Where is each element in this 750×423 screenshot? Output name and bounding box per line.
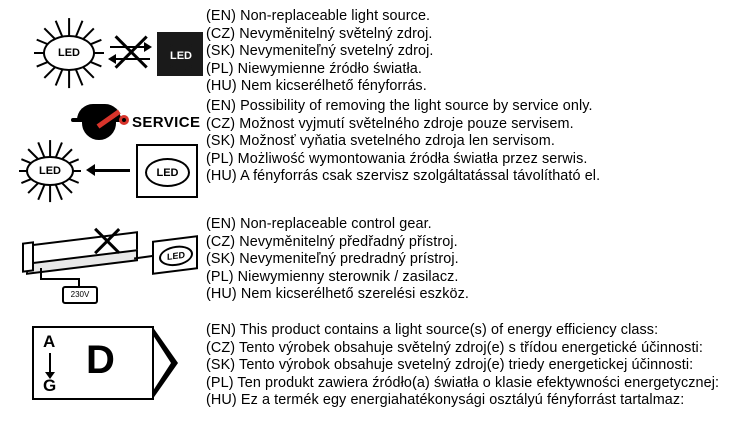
led-label-left: LED [43, 35, 95, 71]
text-block-energy-class [202, 322, 750, 410]
text-line-hu: (HU) Ez a termék egy energiahatékonysági osztályú fényforrást tartalmaz: [206, 392, 685, 409]
led-label-right: LED [159, 244, 193, 268]
efficiency-class-letter: D [86, 338, 115, 382]
text-line-pl: (PL) Niewymienne źródło światła. [206, 60, 422, 77]
text-line-cz: (CZ) Nevyměnitelný předřadný přístroj. [206, 233, 458, 250]
section-energy-efficiency-class [14, 322, 750, 418]
text-line-sk: (SK) Možnosť vyňatia svetelného zdroja len servisom. [206, 133, 555, 150]
text-line-en: (EN) Non-replaceable control gear. [206, 216, 432, 232]
scale-top-label: A [43, 332, 56, 351]
text-line-hu: (HU) A fényforrás csak szervisz szolgáltatással távolítható el. [206, 168, 601, 185]
cross-out-icon [90, 224, 124, 258]
text-line-en: (EN) Possibility of removing the light source by service only. [206, 98, 593, 114]
text-line-cz: (CZ) Tento výrobek obsahuje světelný zdroj(e) s třídou energetické účinnosti: [206, 339, 703, 356]
led-square-icon [152, 235, 198, 275]
text-line-pl: (PL) Niewymienny sterownik / zasilacz. [206, 268, 459, 285]
text-block-service [202, 98, 750, 186]
text-line-en: (EN) Non-replaceable light source. [206, 8, 431, 24]
voltage-label: 230V [70, 290, 90, 299]
text-line-pl: (PL) Ten produkt zawiera źródło(a) światła o klasie efektywności energetycznej: [206, 374, 720, 391]
scale-bottom-label: G [43, 376, 57, 395]
led-dark-square-icon [157, 32, 203, 76]
energy-box [32, 326, 154, 400]
text-line-hu: (HU) Nem kicserélhető szerelési eszköz. [206, 286, 470, 303]
text-line-sk: (SK) Tento výrobok obsahuje svetelný zdroj(e) triedy energetickej účinnosti: [206, 357, 694, 374]
section-non-replaceable-control-gear [14, 216, 750, 316]
section-removal-by-service-only [14, 98, 750, 208]
led-label-left: LED [26, 156, 74, 186]
icon-group-service [14, 98, 202, 208]
text-line-cz: (CZ) Nevyměnitelný světelný zdroj. [206, 25, 433, 42]
cross-out-icon [114, 30, 148, 74]
text-line-sk: (SK) Nevymeniteľný svetelný zdroj. [206, 43, 434, 60]
icon-group-non-replaceable-light-source [14, 8, 202, 100]
text-line-pl: (PL) Możliwość wymontowania źródła światła przez serwis. [206, 150, 588, 167]
text-line-sk: (SK) Nevymeniteľný predradný prístroj. [206, 251, 459, 268]
led-label-right: LED [162, 42, 200, 70]
text-block-non-replaceable-light-source [202, 8, 750, 96]
led-square-icon [136, 144, 198, 198]
service-word-label: SERVICE [132, 114, 201, 131]
text-line-en: (EN) This product contains a light source(s) of energy efficiency class: [206, 322, 659, 338]
icon-group-control-gear [14, 216, 202, 316]
led-label-right: LED [145, 158, 190, 187]
text-line-cz: (CZ) Možnost vyjmutí světelného zdroje pouze servisem. [206, 115, 574, 132]
text-block-control-gear [202, 216, 750, 304]
icon-group-energy-label [14, 322, 202, 418]
section-non-replaceable-light-source [14, 8, 750, 100]
text-line-hu: (HU) Nem kicserélhető fényforrás. [206, 78, 427, 95]
